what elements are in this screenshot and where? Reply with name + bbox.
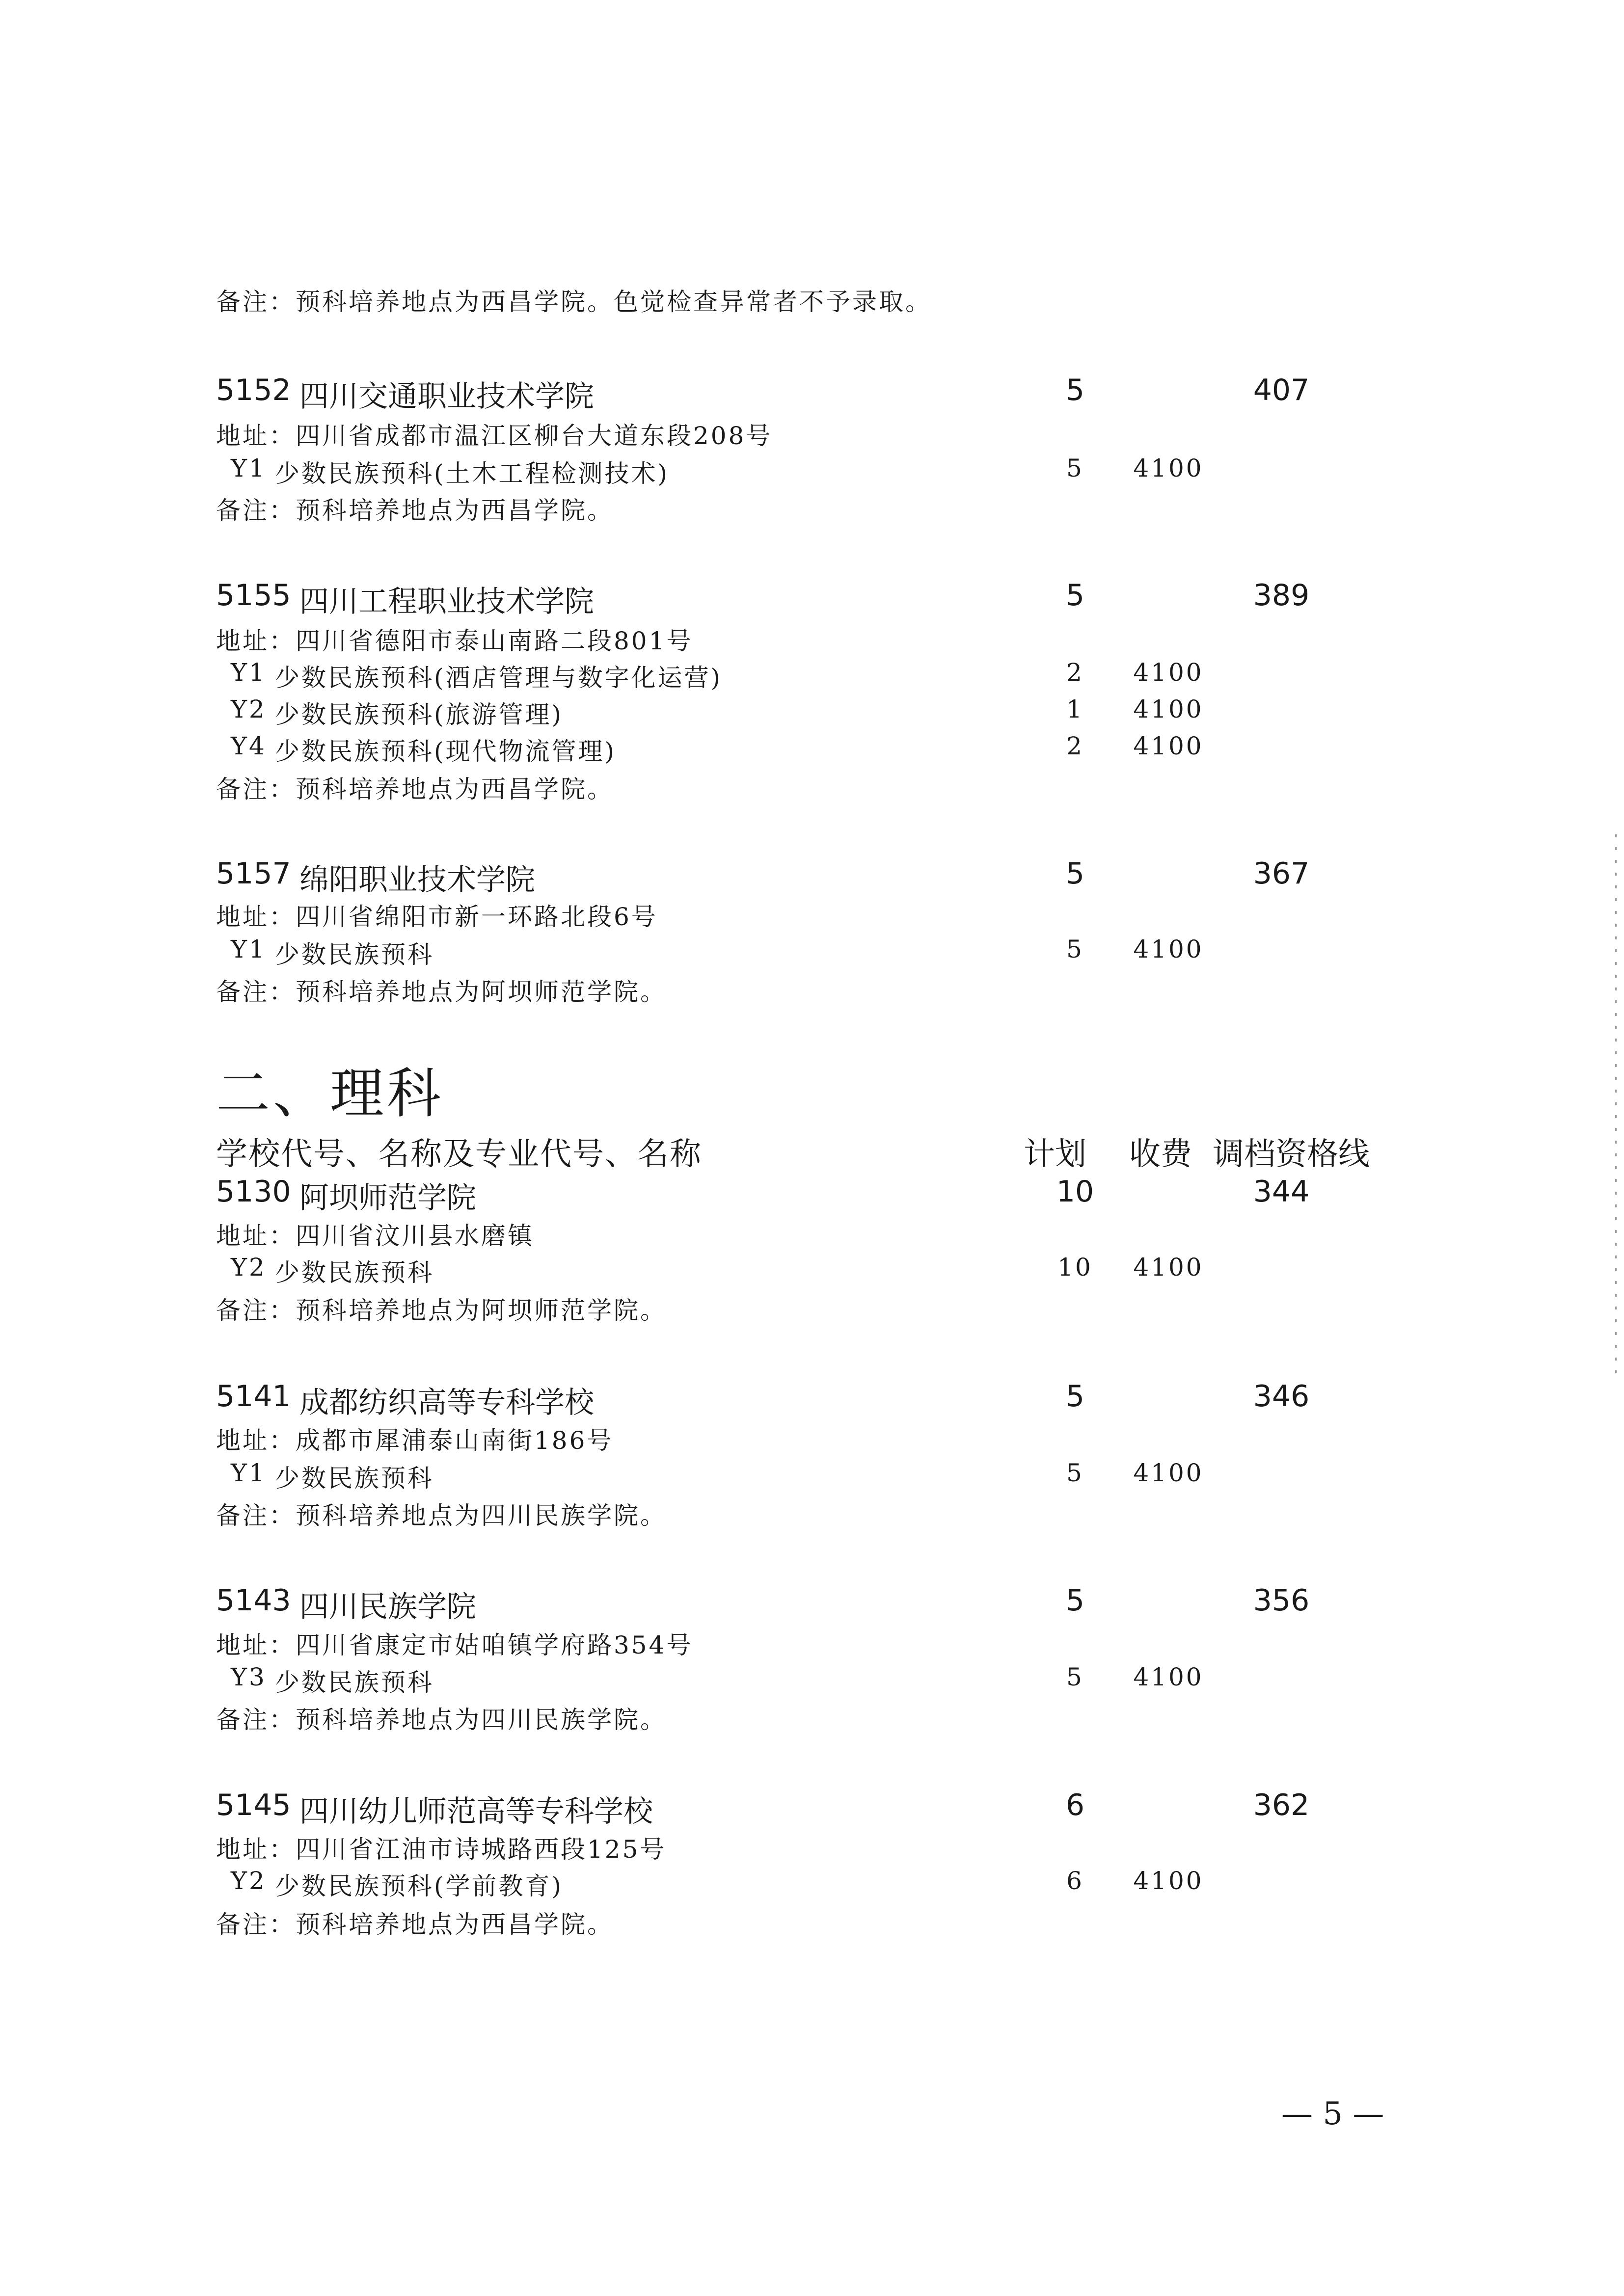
major-plan: 6 — [1066, 1867, 1084, 1895]
school-address: 地址：四川省江油市诗城路西段125号 — [216, 1835, 667, 1864]
major-code: Y1 — [231, 658, 267, 687]
major-name: 少数民族预科(学前教育) — [275, 1872, 564, 1900]
major-fee: 4100 — [1133, 1253, 1204, 1281]
plan-count: 5 — [1065, 856, 1085, 891]
school-address: 地址：四川省成都市温江区柳台大道东段208号 — [216, 422, 773, 450]
major-plan: 10 — [1057, 1253, 1093, 1281]
plan-count: 5 — [1065, 1583, 1085, 1618]
school-name: 四川工程职业技术学院 — [299, 585, 594, 619]
major-plan: 5 — [1066, 454, 1084, 482]
admission-line: 344 — [1253, 1175, 1310, 1209]
major-fee: 4100 — [1133, 1867, 1204, 1895]
major-code: Y4 — [231, 732, 267, 760]
major-code: Y1 — [231, 454, 267, 482]
major-name: 少数民族预科(酒店管理与数字化运营) — [275, 664, 723, 692]
school-address: 地址：四川省德阳市泰山南路二段801号 — [216, 627, 693, 655]
major-plan: 2 — [1066, 658, 1084, 687]
plan-count: 5 — [1065, 578, 1085, 613]
major-code: Y2 — [231, 1867, 267, 1895]
major-name: 少数民族预科 — [275, 1668, 434, 1697]
major-code: Y1 — [231, 935, 267, 963]
school-note: 备注：预科培养地点为西昌学院。 — [216, 496, 614, 525]
major-name: 少数民族预科 — [275, 940, 434, 969]
major-plan: 5 — [1066, 935, 1084, 963]
admission-line: 362 — [1253, 1788, 1310, 1822]
major-fee: 4100 — [1133, 695, 1204, 723]
school-address: 地址：四川省康定市姑咱镇学府路354号 — [216, 1631, 693, 1659]
scan-margin-marks — [1615, 834, 1617, 1374]
plan-count: 10 — [1056, 1175, 1094, 1209]
school-code: 5130 — [216, 1175, 291, 1209]
school-note: 备注：预科培养地点为四川民族学院。 — [216, 1706, 667, 1734]
admission-line: 367 — [1253, 856, 1310, 891]
major-code: Y1 — [231, 1459, 267, 1487]
column-header-title: 学校代号、名称及专业代号、名称 — [216, 1136, 702, 1173]
school-note: 备注：预科培养地点为西昌学院。 — [216, 1910, 614, 1939]
page-number: — 5 — — [1281, 2096, 1384, 2132]
school-code: 5157 — [216, 856, 291, 891]
section-heading: 二、理科 — [216, 1062, 444, 1125]
major-fee: 4100 — [1133, 658, 1204, 687]
major-plan: 5 — [1066, 1663, 1084, 1691]
school-name: 阿坝师范学院 — [299, 1181, 476, 1215]
major-name: 少数民族预科(土木工程检测技术) — [275, 459, 670, 488]
major-plan: 2 — [1066, 732, 1084, 760]
school-address: 地址：四川省绵阳市新一环路北段6号 — [216, 903, 658, 931]
school-address: 地址：四川省汶川县水磨镇 — [216, 1222, 534, 1250]
school-name: 绵阳职业技术学院 — [299, 863, 535, 897]
school-note: 备注：预科培养地点为西昌学院。 — [216, 775, 614, 803]
school-code: 5141 — [216, 1379, 291, 1414]
column-header-plan: 计划 — [1024, 1136, 1086, 1173]
column-header-row — [0, 1129, 1624, 1173]
plan-count: 5 — [1065, 1379, 1085, 1414]
school-note: 备注：预科培养地点为阿坝师范学院。 — [216, 978, 667, 1006]
major-code: Y2 — [231, 695, 267, 723]
school-name: 四川交通职业技术学院 — [299, 379, 594, 414]
major-fee: 4100 — [1133, 454, 1204, 482]
admission-line: 389 — [1253, 578, 1310, 613]
major-name: 少数民族预科(旅游管理) — [275, 700, 564, 729]
major-name: 少数民族预科(现代物流管理) — [275, 737, 617, 766]
major-plan: 1 — [1066, 695, 1084, 723]
intro-note: 备注：预科培养地点为西昌学院。色觉检查异常者不予录取。 — [216, 288, 932, 316]
school-code: 5152 — [216, 373, 291, 407]
school-note: 备注：预科培养地点为阿坝师范学院。 — [216, 1296, 667, 1325]
major-fee: 4100 — [1133, 1663, 1204, 1691]
major-name: 少数民族预科 — [275, 1464, 434, 1493]
admission-line: 407 — [1253, 373, 1310, 407]
major-code: Y2 — [231, 1253, 267, 1281]
school-name: 成都纺织高等专科学校 — [299, 1386, 594, 1420]
admission-line: 346 — [1253, 1379, 1310, 1414]
admission-line: 356 — [1253, 1583, 1310, 1618]
plan-count: 6 — [1065, 1788, 1085, 1822]
major-code: Y3 — [231, 1663, 267, 1691]
column-header-fee: 收费 — [1129, 1136, 1192, 1173]
school-name: 四川幼儿师范高等专科学校 — [299, 1794, 653, 1829]
major-plan: 5 — [1066, 1459, 1084, 1487]
column-header-line: 调档资格线 — [1213, 1136, 1370, 1173]
school-code: 5155 — [216, 578, 291, 613]
school-code: 5145 — [216, 1788, 291, 1822]
major-fee: 4100 — [1133, 732, 1204, 760]
school-address: 地址：成都市犀浦泰山南街186号 — [216, 1426, 614, 1455]
major-fee: 4100 — [1133, 935, 1204, 963]
plan-count: 5 — [1065, 373, 1085, 407]
major-fee: 4100 — [1133, 1459, 1204, 1487]
school-name: 四川民族学院 — [299, 1590, 476, 1624]
school-note: 备注：预科培养地点为四川民族学院。 — [216, 1501, 667, 1530]
major-name: 少数民族预科 — [275, 1258, 434, 1287]
school-code: 5143 — [216, 1583, 291, 1618]
